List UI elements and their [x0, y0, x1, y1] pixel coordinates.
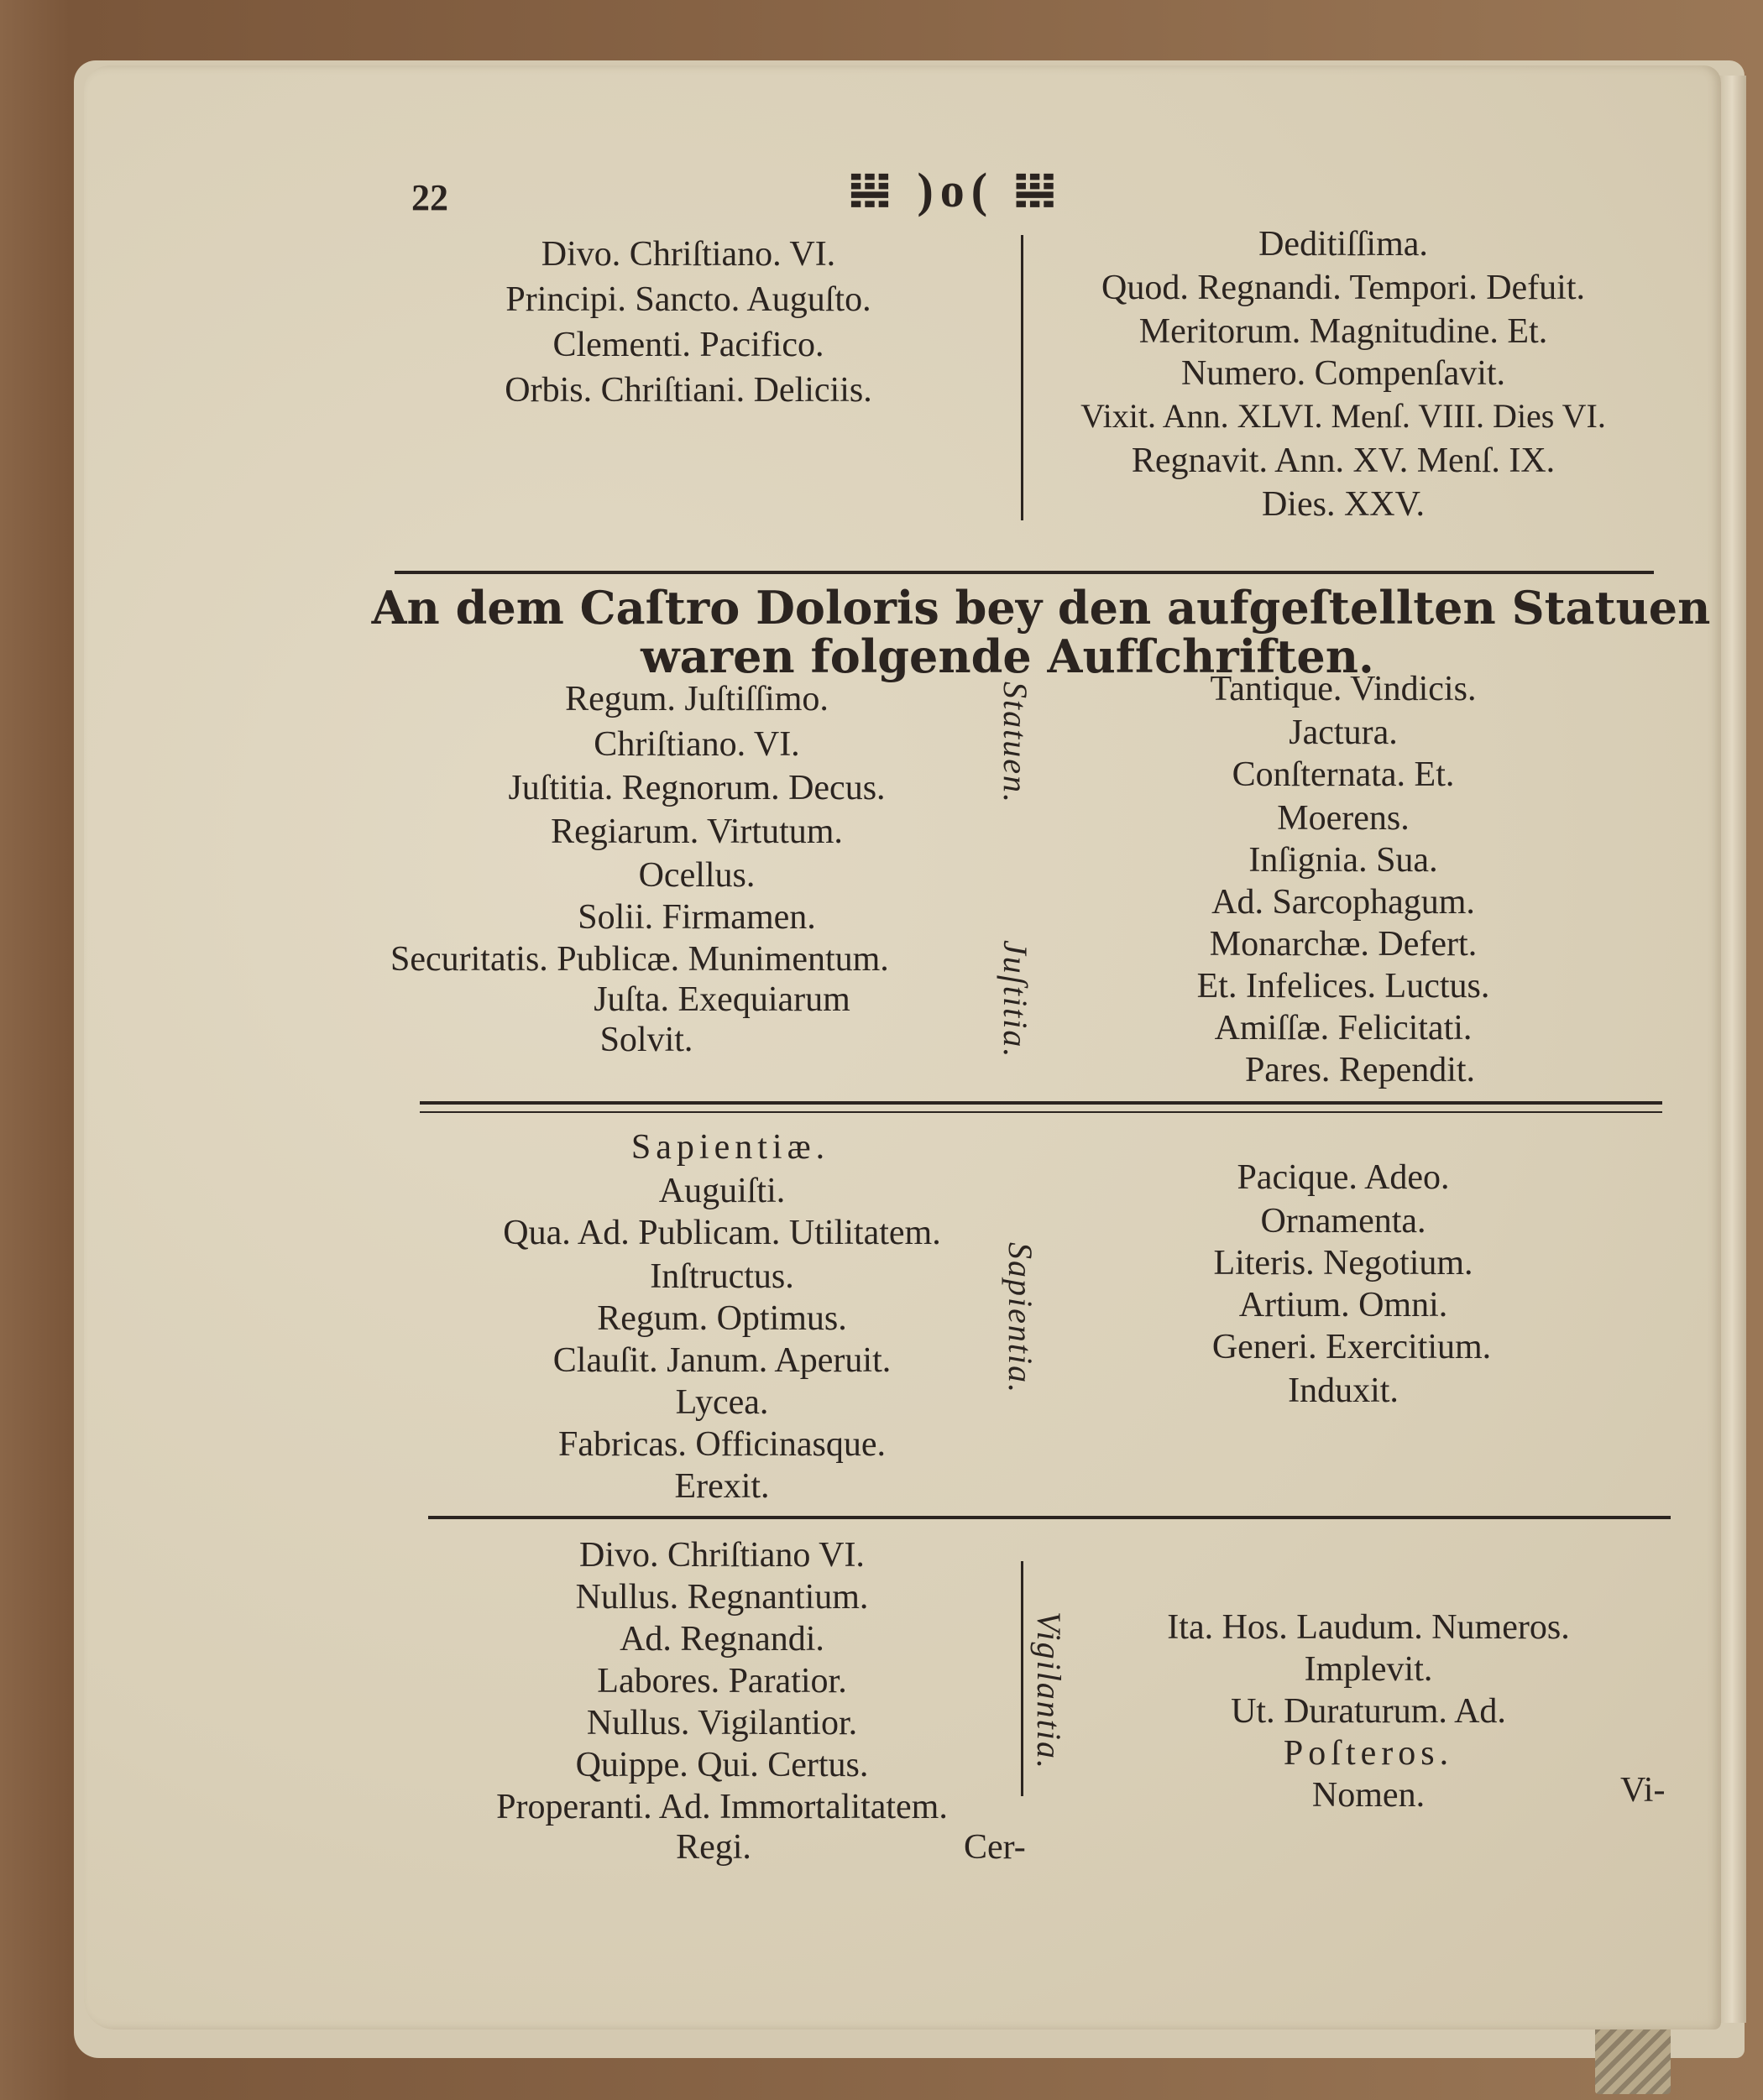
top-right-line: Quod. Regnandi. Tempori. Defuit. — [1101, 269, 1586, 307]
s3-left-line: Ad. Regnandi. — [620, 1620, 824, 1659]
section-heading: An dem Caſtro Doloris bey den aufgeſtellten Statuen — [371, 581, 1711, 635]
library-tag — [1595, 2019, 1671, 2094]
s3-left-line: Nullus. Regnantium. — [575, 1578, 869, 1617]
s1-left-line: Juſtitia. Regnorum. Decus. — [508, 769, 886, 807]
s2-right-line: Generi. Exercitium. — [1211, 1328, 1492, 1366]
s1-left-line: Juſta. Exequiarum — [594, 980, 850, 1019]
s3-right-line: Implevit. — [1304, 1650, 1433, 1689]
s2-right-line: Ornamenta. — [1260, 1202, 1426, 1241]
top-right-line: Vixit. Ann. XLVI. Menſ. VIII. Dies VI. — [1080, 397, 1606, 435]
s1-right-line: Amiſſæ. Felicitati. — [1214, 1009, 1473, 1047]
top-right-line: Dies. XXV. — [1261, 485, 1426, 524]
top-right-line: Regnavit. Ann. XV. Menſ. IX. — [1131, 441, 1556, 480]
s2-left-line: Lycea. — [675, 1383, 769, 1422]
s1-left-line: Chriſtiano. VI. — [594, 725, 800, 764]
s3-left-line: Properanti. Ad. Immortalitatem. — [496, 1788, 948, 1826]
s2-right-line: Artium. Omni. — [1238, 1286, 1448, 1324]
s2-left-line: Erexit. — [674, 1467, 770, 1506]
s1-left-line: Ocellus. — [638, 856, 756, 895]
s3-right-line: Ita. Hos. Laudum. Numeros. — [1167, 1608, 1570, 1647]
s2-left-line: Inſtructus. — [650, 1257, 794, 1296]
s1-right-line: Ad. Sarcophagum. — [1211, 883, 1475, 922]
page-number: 22 — [411, 177, 448, 218]
s3-left-line: Regi. — [676, 1828, 751, 1867]
s3-left-line: Labores. Paratior. — [597, 1662, 847, 1700]
s1-left-line: Regiarum. Virtutum. — [551, 812, 843, 851]
rule-section1-thin — [420, 1111, 1662, 1113]
s2-left-line: Fabricas. Officinasque. — [558, 1425, 886, 1464]
section-heading: waren folgende Aufſchriften. — [641, 629, 1374, 683]
s3-left-line: Nullus. Vigilantior. — [586, 1704, 858, 1742]
label-statuen: Statuen. — [997, 682, 1034, 804]
s1-left-line: Regum. Juſtiſſimo. — [565, 680, 829, 718]
s2-left-line: Qua. Ad. Publicam. Utilitatem. — [503, 1214, 941, 1252]
s1-left-line: Solvit. — [599, 1021, 693, 1059]
s3-right-line: Poſteros. — [1283, 1734, 1454, 1773]
s2-right-line: Pacique. Adeo. — [1237, 1158, 1450, 1197]
s3-left-line: Divo. Chriſtiano VI. — [579, 1536, 865, 1575]
s2-left-line: Auguiſti. — [658, 1172, 786, 1210]
s1-right-line: Et. Infelices. Luctus. — [1196, 967, 1490, 1006]
s2-right-line: Induxit. — [1288, 1371, 1399, 1410]
top-left-line: Divo. Chriſtiano. VI. — [541, 235, 836, 274]
s3-right-line: Nomen. — [1311, 1776, 1426, 1815]
label-sapientia: Sapientia. — [1002, 1242, 1039, 1395]
rule-section2 — [428, 1516, 1671, 1519]
s1-right-line: Moerens. — [1277, 799, 1410, 838]
s3-right-line: Ut. Duraturum. Ad. — [1231, 1692, 1506, 1731]
s1-left-line: Securitatis. Publicæ. Munimentum. — [390, 940, 889, 979]
s2-left-line: Sapientiæ. — [630, 1128, 830, 1167]
s1-right-line: Monarchæ. Defert. — [1209, 925, 1478, 964]
top-right-line: Numero. Compenſavit. — [1180, 354, 1506, 393]
s2-right-line: Literis. Negotium. — [1213, 1244, 1473, 1282]
catchword-right: Vi- — [1620, 1771, 1666, 1810]
top-divider — [1021, 235, 1023, 520]
s1-right-line: Conſternata. Et. — [1232, 755, 1455, 794]
s2-left-line: Clauſit. Janum. Aperuit. — [552, 1341, 892, 1380]
s1-left-line: Solii. Firmamen. — [578, 898, 816, 937]
s1-right-line: Jactura. — [1289, 713, 1398, 752]
s3-left-line: Quippe. Qui. Certus. — [575, 1746, 869, 1784]
header-ornament: 𝍐 )o( 𝍐 — [848, 163, 1064, 217]
s1-right-line: Tantique. Vindicis. — [1210, 670, 1477, 708]
rule-top — [395, 571, 1654, 574]
s1-right-line: Pares. Rependit. — [1244, 1051, 1476, 1089]
top-right-line: Deditiſſima. — [1258, 225, 1428, 264]
bottom-divider — [1021, 1561, 1023, 1796]
top-left-line: Principi. Sancto. Auguſto. — [505, 280, 871, 319]
top-left-line: Clementi. Pacifico. — [552, 326, 824, 364]
top-right-line: Meritorum. Magnitudine. Et. — [1138, 312, 1548, 351]
s1-right-line: Inſignia. Sua. — [1248, 841, 1438, 880]
top-left-line: Orbis. Chriſtiani. Deliciis. — [505, 371, 872, 410]
label-vigilantia: Vigilantia. — [1030, 1612, 1068, 1771]
s2-left-line: Regum. Optimus. — [597, 1299, 847, 1338]
rule-section1 — [420, 1101, 1662, 1105]
catchword-left: Cer- — [964, 1828, 1026, 1867]
label-justitia: Juſtitia. — [997, 940, 1034, 1059]
page-edges — [1718, 76, 1746, 2023]
